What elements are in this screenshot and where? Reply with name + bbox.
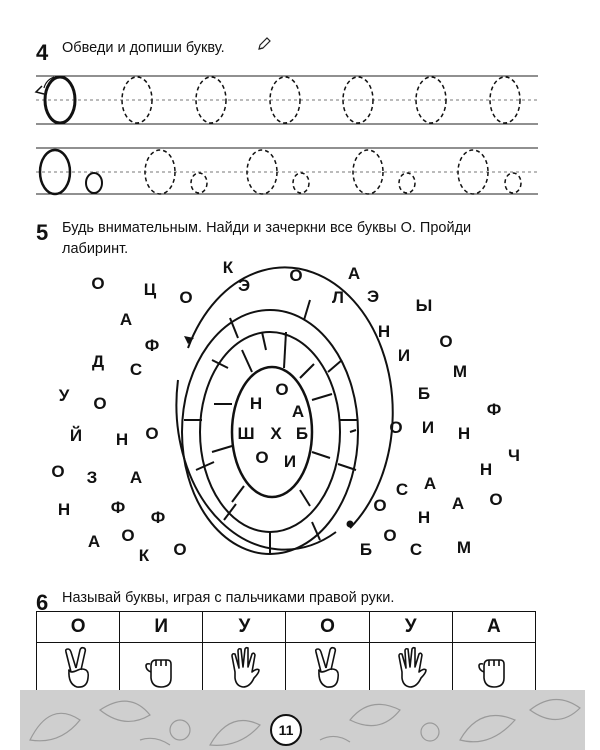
maze-letter: О (439, 332, 453, 351)
letter-cell: И (120, 612, 203, 643)
maze-letter: С (409, 540, 423, 559)
task-6-instruction: Называй буквы, играя с пальчиками правой руки. (62, 590, 395, 606)
maze-letter: Э (237, 276, 251, 295)
task-5-instruction-line2: лабиринт. (62, 241, 129, 257)
maze-letter: О (121, 526, 135, 545)
maze-letter: С (395, 480, 409, 499)
maze-letter: А (451, 494, 465, 513)
hand-fist-thumb-icon (143, 646, 179, 690)
maze-letter: А (423, 474, 437, 493)
maze-letter: И (397, 346, 411, 365)
maze-inner-letter: О (255, 448, 269, 467)
maze-letter: Л (332, 288, 344, 307)
maze-letter: Н (417, 508, 431, 527)
maze-letter: Д (91, 352, 105, 371)
maze-letter: А (119, 310, 133, 329)
letter-cell: У (369, 612, 452, 643)
task-5-number: 5 (36, 220, 49, 245)
maze-letter: Ц (143, 280, 157, 299)
maze-letter: Н (115, 430, 129, 449)
maze-letter: Ы (415, 296, 433, 315)
maze-letter: М (452, 362, 468, 381)
maze-letter: Ф (486, 400, 502, 419)
maze-letter: К (138, 546, 150, 565)
maze-letter: З (86, 468, 98, 487)
maze-inner-letter: О (275, 380, 289, 399)
maze-letter: А (347, 264, 361, 283)
maze-inner-letter: А (291, 402, 305, 421)
maze-letter: К (222, 258, 234, 277)
maze-letter: О (489, 490, 503, 509)
maze-letter: Б (417, 384, 431, 403)
maze-letter: Б (359, 540, 373, 559)
hand-open-icon (226, 646, 262, 690)
task-6-number: 6 (36, 590, 49, 615)
maze-inner-letter: Х (270, 424, 282, 443)
maze-letter: С (129, 360, 143, 379)
letter-cell: У (203, 612, 286, 643)
letter-cell: О (286, 612, 369, 643)
decorative-footer (20, 690, 585, 750)
maze-letter: Ч (508, 446, 520, 465)
finger-letters-table (36, 611, 536, 698)
maze-letter: О (289, 266, 303, 285)
maze-letter: Н (457, 424, 471, 443)
hand-fist-thumb-icon (476, 646, 512, 690)
hand-open-icon (393, 646, 429, 690)
maze-letter: Ф (144, 336, 160, 355)
letter-cell: А (452, 612, 535, 643)
maze-inner-letter: Ш (237, 424, 255, 443)
task-5-instruction-line1: Будь внимательным. Найди и зачеркни все буквы О. Пройди (62, 220, 472, 236)
leaf-pattern-icon (20, 690, 585, 750)
maze-letter: А (87, 532, 101, 551)
hand-v-sign-icon (310, 646, 346, 690)
letter-cell: О (37, 612, 120, 643)
task-4-number: 4 (36, 40, 49, 65)
hand-v-sign-icon (60, 646, 96, 690)
maze-letter: Ф (150, 508, 166, 527)
maze-letter: О (51, 462, 65, 481)
maze-letter: А (129, 468, 143, 487)
maze-letter: О (173, 540, 187, 559)
task-4-instruction: Обведи и допиши букву. (62, 40, 225, 56)
page-number: 11 (270, 714, 302, 746)
maze-letter: О (383, 526, 397, 545)
maze-letter: М (456, 538, 472, 557)
maze-letter: О (389, 418, 403, 437)
maze-letter: О (93, 394, 107, 413)
maze-letter: Э (366, 287, 380, 306)
maze-letter: О (145, 424, 159, 443)
maze-letter: У (58, 386, 70, 405)
maze-end-dot-icon (347, 521, 354, 528)
maze-letter: Н (377, 322, 391, 341)
maze-letter: О (179, 288, 193, 307)
maze-letter: О (373, 496, 387, 515)
maze-letter: Ф (110, 498, 126, 517)
maze-letter: И (421, 418, 435, 437)
maze-inner-letter: Б (295, 424, 309, 443)
maze-letter: Н (57, 500, 71, 519)
maze-letter: Й (69, 426, 83, 445)
maze-letter: О (91, 274, 105, 293)
maze-letter: Н (479, 460, 493, 479)
maze-inner-letter: И (283, 452, 297, 471)
maze-inner-letter: Н (249, 394, 263, 413)
